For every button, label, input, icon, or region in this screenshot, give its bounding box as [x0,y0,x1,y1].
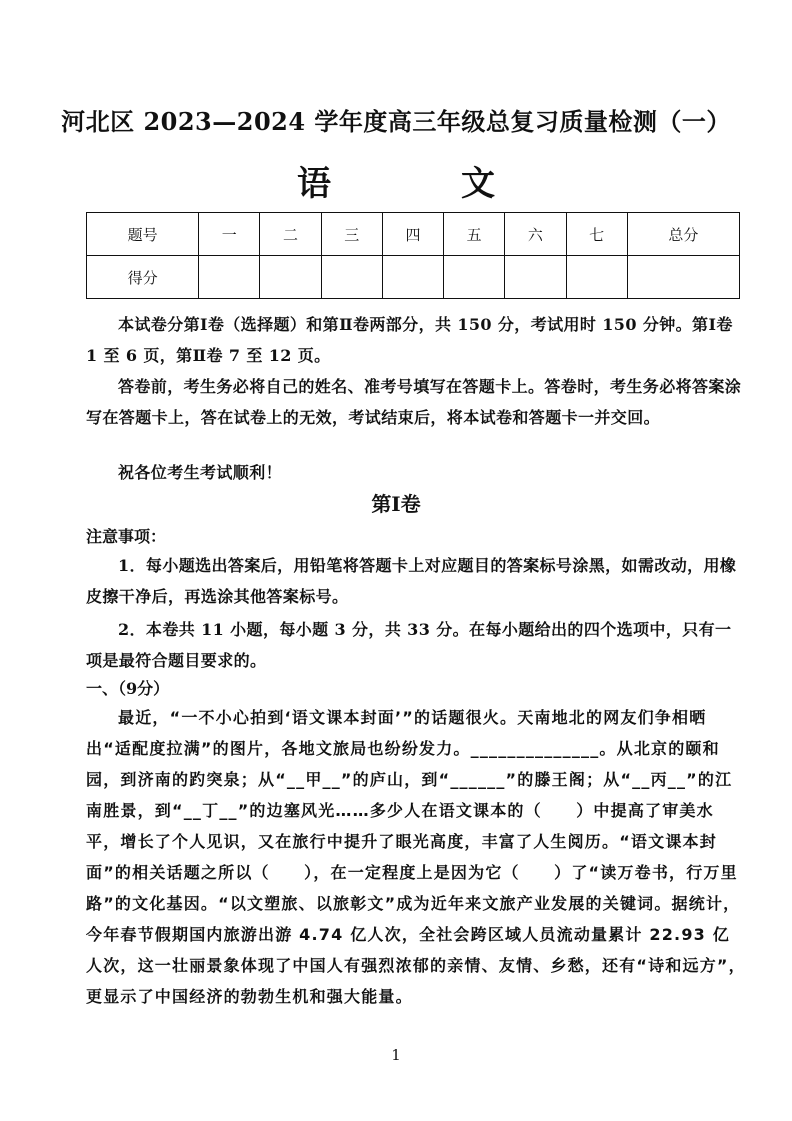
note-1: 1．每小题选出答案后，用铅笔将答题卡上对应题目的答案标号涂黑，如需改动，用橡皮擦干净后，再选涂其他答案标号。 [86,556,737,606]
intro-paragraph-2: 答卷前，考生务必将自己的姓名、准考号填写在答题卡上。答卷时，考生务必将答案涂写在答题卡上，答在试卷上的无效，考试结束后，将本试卷和答题卡一并交回。 [86,377,742,427]
score-blank-cell [627,256,739,299]
subject-title: 语 文 [297,164,543,204]
score-cell: 四 [382,213,443,256]
score-cell: 六 [505,213,566,256]
score-cell: 题号 [87,213,199,256]
score-cell: 三 [321,213,382,256]
score-blank-cell [321,256,382,299]
note-2: 2．本卷共 11 小题，每小题 3 分，共 33 分。在每小题给出的四个选项中，只有一项是最符合题目要求的。 [86,620,732,670]
notes-label: 注意事项： [86,527,167,546]
score-cell: 总分 [627,213,739,256]
score-blank-cell [444,256,505,299]
section-title: 第Ⅰ卷 [371,492,421,516]
score-table-score-row [87,256,740,299]
part-1-heading: 一、（9分） [86,679,170,698]
reading-passage: 最近，“一不小心拍到‘语文课本封面’”的话题很火。天南地北的网友们争相晒出“适配度拉满”的图片，各地文旅局也纷纷发力。______________。从北京的颐和园，到济南的趵突泉；从“__甲__”的庐山，到“______”的滕王阁；从“__丙__”的江南胜景，到“__丁__”的边塞风光……多少人在语文课本的（ ）中提高了审美水平，增长了个人见识，又在旅行中提升了眼光高度，丰富了人生阅历。“语文课本封面”的相关话题之所以（ ），在一定程度上是因为它（ ）了“读万卷书，行万里路”的文化基因。“以文塑旅、以旅彰文”成为近年来文旅产业发展的关键词。据统计，今年春节假期国内旅游出游 4.74 亿人次，全社会跨区域人员流动量累计 22.93 亿人次，这一壮丽景象体现了中国人有强烈浓郁的亲情、友情、乡愁，还有“诗和远方”，更显示了中国经济的勃勃生机和强大能量。 [86,708,746,1006]
score-blank-cell [260,256,321,299]
score-blank-cell [382,256,443,299]
intro-paragraph-1: 本试卷分第Ⅰ卷（选择题）和第Ⅱ卷两部分，共 150 分，考试用时 150 分钟。第Ⅰ卷 1 至 6 页，第Ⅱ卷 7 至 12 页。 [86,315,733,365]
score-cell: 七 [566,213,627,256]
score-cell: 五 [444,213,505,256]
score-cell: 一 [199,213,260,256]
intro-paragraph-3: 祝各位考生考试顺利！ [118,463,283,482]
page-number: 1 [391,1046,401,1064]
score-table [86,212,740,299]
score-blank-cell [505,256,566,299]
score-cell: 得分 [87,256,199,299]
score-table-header-row [87,213,740,256]
score-cell: 二 [260,213,321,256]
exam-title: 河北区 2023—2024 学年度高三年级总复习质量检测（一） [61,107,731,136]
score-blank-cell [199,256,260,299]
score-blank-cell [566,256,627,299]
